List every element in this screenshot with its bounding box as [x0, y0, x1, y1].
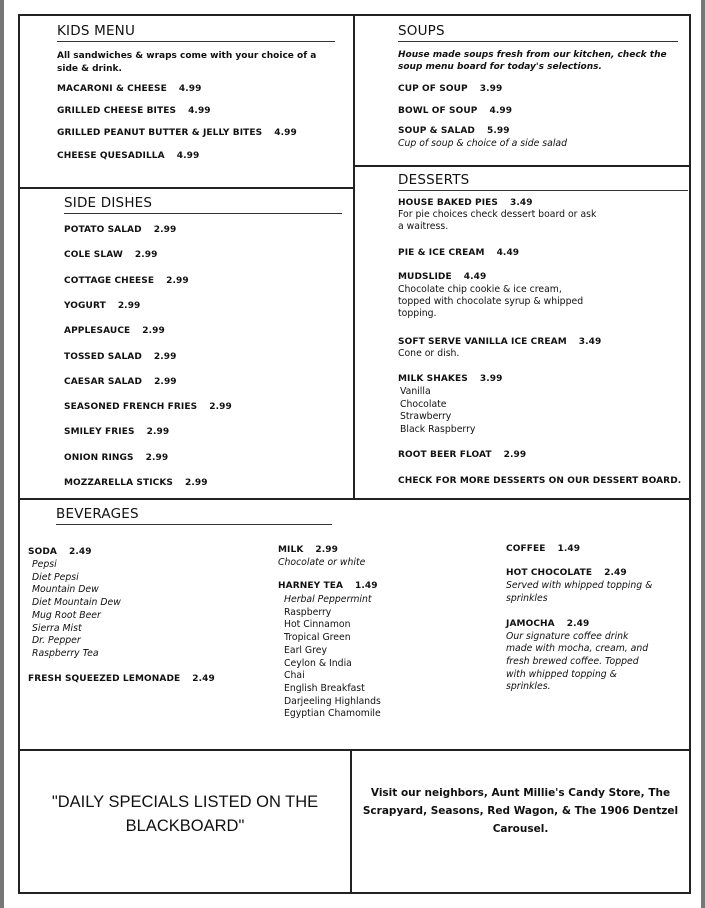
item-name: MUDSLIDE [398, 272, 452, 282]
beverages-title: BEVERAGES [56, 506, 332, 525]
tea-option: Earl Grey [284, 644, 327, 656]
item-price: 2.99 [117, 300, 141, 311]
dessert-item [398, 272, 486, 282]
dessert-desc: a waitress. [398, 221, 449, 232]
item-name: SMILEY FRIES [64, 427, 135, 438]
side-dish-item [64, 352, 177, 362]
soups-title: SOUPS [398, 23, 678, 42]
soups-note: House made soups fresh from our kitchen, check the soup menu board for today's selections. [398, 50, 667, 72]
visit-line: Scrapyard, Seasons, Red Wagon, & The 1906 Dentzel [362, 805, 679, 817]
item-price: 2.99 [166, 275, 189, 286]
milk-desc: Chocolate or white [278, 557, 366, 568]
item-price: 2.99 [209, 402, 232, 413]
kids-menu-note [57, 50, 327, 75]
jamocha-desc: Our signature coffee drink [506, 631, 629, 642]
item-price: 2.99 [503, 450, 527, 460]
item-price: 2.99 [145, 452, 169, 463]
tea-option: Chai [284, 670, 305, 682]
soup-item [398, 84, 502, 94]
item-price: 2.99 [153, 225, 177, 235]
side-dish-item [64, 326, 165, 336]
jamocha-desc: with whipped topping & [506, 669, 617, 680]
side-dish-item [64, 402, 232, 412]
milk-item [278, 545, 338, 555]
item-name: ONION RINGS [64, 452, 134, 463]
item-name: HOUSE BAKED PIES [398, 198, 498, 208]
item-price: 2.99 [153, 351, 177, 362]
daily-specials-text [20, 790, 350, 838]
jamocha-desc: made with mocha, cream, and [506, 643, 649, 654]
item-price: 4.99 [178, 84, 202, 94]
dessert-item [398, 248, 519, 258]
item-name: HOT CHOCOLATE [506, 568, 593, 578]
visit-neighbors-text [352, 784, 689, 838]
item-name: CHEESE QUESADILLA [57, 151, 165, 161]
dessert-desc: Cone or dish. [398, 348, 460, 359]
soup-item [398, 106, 512, 116]
item-name: CUP OF SOUP [398, 84, 468, 94]
item-price: 5.99 [486, 126, 510, 136]
tea-option: Hot Cinnamon [284, 619, 351, 631]
tea-option: English Breakfast [284, 682, 365, 694]
shake-flavor: Vanilla [400, 386, 431, 397]
hot-chocolate-desc: sprinkles [506, 593, 548, 604]
item-name: GRILLED CHEESE BITES [57, 106, 177, 116]
desserts-title: DESSERTS [398, 172, 688, 191]
side-dish-item [64, 427, 169, 437]
item-price: 2.49 [604, 568, 627, 578]
item-name: BOWL OF SOUP [398, 106, 478, 116]
item-name: FRESH SQUEEZED LEMONADE [28, 674, 181, 684]
item-name: SODA [28, 547, 57, 557]
item-price: 1.49 [355, 581, 378, 591]
coffee-item [506, 544, 580, 554]
item-price: 2.99 [146, 427, 170, 438]
side-dish-item [64, 377, 177, 387]
item-name: MACARONI & CHEESE [57, 84, 167, 94]
jamocha-desc: sprinkles. [506, 681, 551, 692]
soda-option: Mountain Dew [32, 584, 99, 596]
menu-page [4, 0, 701, 908]
soda-option: Pepsi [32, 559, 57, 570]
item-price: 2.99 [185, 478, 208, 488]
dessert-desc: topping. [398, 308, 437, 319]
item-price: 4.99 [176, 151, 200, 161]
item-price: 2.49 [566, 619, 590, 629]
item-price: 4.99 [489, 106, 513, 116]
item-name: TOSSED SALAD [64, 351, 142, 362]
visit-line: Carousel. [492, 823, 549, 835]
soda-option: Diet Pepsi [32, 571, 79, 583]
soda-option: Raspberry Tea [32, 647, 99, 659]
soda-option: Sierra Mist [32, 622, 82, 634]
item-name: HARNEY TEA [278, 581, 344, 591]
kids-item [57, 151, 199, 161]
tea-option: Tropical Green [284, 632, 351, 644]
kids-menu-note-text: All sandwiches & wraps come with your choice of a side & drink. [57, 51, 317, 74]
item-price: 3.99 [479, 374, 503, 384]
item-name: APPLESAUCE [64, 326, 131, 337]
soda-option: Dr. Pepper [32, 635, 81, 647]
tea-option: Raspberry [284, 606, 332, 618]
side-dish-item [64, 453, 168, 463]
item-name: MILK SHAKES [398, 374, 468, 384]
shake-flavor: Strawberry [400, 411, 452, 422]
tea-option: Herbal Peppermint [284, 594, 372, 605]
item-price: 4.49 [496, 248, 520, 258]
item-name: ROOT BEER FLOAT [398, 450, 492, 460]
item-price: 3.49 [509, 198, 533, 208]
item-name: MOZZARELLA STICKS [64, 478, 174, 488]
side-dish-item [64, 250, 158, 260]
item-price: 2.99 [315, 545, 339, 555]
item-price: 4.99 [274, 128, 297, 138]
item-price: 2.99 [154, 376, 177, 387]
item-name: CAESAR SALAD [64, 376, 143, 387]
desserts-footer: CHECK FOR MORE DESSERTS ON OUR DESSERT BOARD. [398, 476, 682, 486]
dessert-desc: For pie choices check dessert board or ask [398, 209, 597, 220]
item-price: 2.49 [192, 674, 215, 684]
jamocha-item [506, 619, 589, 629]
hot-chocolate-desc: Served with whipped topping & [506, 580, 653, 591]
dessert-item [398, 450, 526, 460]
tea-item [278, 581, 378, 591]
side-dishes-title: SIDE DISHES [64, 195, 342, 214]
item-price: 1.49 [557, 544, 581, 554]
kids-item [57, 106, 211, 116]
item-name: SOUP & SALAD [398, 126, 475, 136]
shake-flavor: Black Raspberry [400, 424, 476, 435]
kids-item [57, 84, 201, 94]
item-name: SOFT SERVE VANILLA ICE CREAM [398, 337, 567, 347]
item-name: YOGURT [64, 300, 106, 311]
soda-option: Diet Mountain Dew [32, 597, 121, 609]
item-name: GRILLED PEANUT BUTTER & JELLY BITES [57, 128, 263, 138]
item-price: 2.99 [134, 250, 158, 261]
tea-option: Egyptian Chamomile [284, 708, 381, 720]
item-price: 3.49 [578, 337, 602, 347]
item-name: COLE SLAW [64, 250, 123, 261]
soup-item [398, 126, 510, 136]
hot-chocolate-item [506, 568, 627, 578]
jamocha-desc: fresh brewed coffee. Topped [506, 656, 639, 667]
side-dish-item [64, 301, 140, 311]
specials-line: "DAILY SPECIALS LISTED ON THE [51, 793, 319, 811]
item-name: SEASONED FRENCH FRIES [64, 402, 198, 413]
item-name: COFFEE [506, 544, 546, 554]
dessert-desc: Chocolate chip cookie & ice cream, [398, 284, 562, 295]
item-price: 3.99 [479, 84, 503, 94]
tea-option: Darjeeling Highlands [284, 695, 381, 707]
soup-salad-desc: Cup of soup & choice of a side salad [398, 138, 567, 149]
lemonade-item [28, 674, 215, 684]
item-price: 2.99 [142, 326, 165, 337]
item-price: 2.49 [68, 547, 92, 557]
item-name: COTTAGE CHEESE [64, 275, 155, 286]
visit-line: Visit our neighbors, Aunt Millie's Candy Store, The [370, 787, 671, 799]
item-name: PIE & ICE CREAM [398, 248, 485, 258]
dessert-item [398, 374, 502, 384]
tea-option: Ceylon & India [284, 657, 352, 669]
item-name: MILK [278, 545, 304, 555]
soda-option: Mug Root Beer [32, 609, 101, 621]
shake-flavor: Chocolate [400, 399, 447, 410]
dessert-item [398, 198, 533, 208]
specials-line: BLACKBOARD" [125, 817, 245, 835]
dessert-desc: topped with chocolate syrup & whipped [398, 296, 584, 307]
kids-item [57, 128, 297, 138]
kids-menu-title: KIDS MENU [57, 23, 335, 42]
item-price: 4.99 [188, 106, 211, 116]
side-dish-item [64, 225, 176, 235]
dessert-item [398, 337, 601, 347]
side-dish-item [64, 276, 189, 286]
side-dish-item [64, 478, 208, 488]
item-price: 4.49 [463, 272, 487, 282]
item-name: JAMOCHA [506, 619, 555, 629]
item-name: POTATO SALAD [64, 225, 142, 235]
soda-item [28, 547, 92, 557]
